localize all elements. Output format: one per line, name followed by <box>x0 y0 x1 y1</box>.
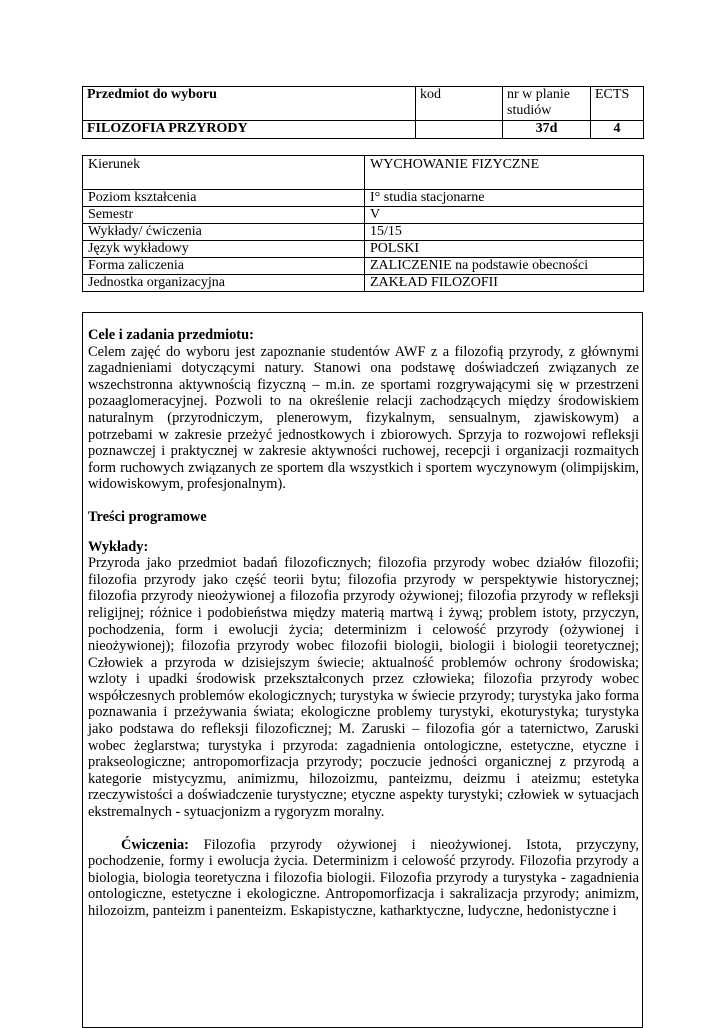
info-row-level <box>83 190 644 207</box>
lectures-heading: Wykłady: <box>88 538 149 555</box>
course-info-table <box>82 155 644 292</box>
ects-column-header: ECTS <box>591 87 644 121</box>
info-row-unit <box>83 275 644 292</box>
info-value: ZALICZENIE na podstawie obecności <box>365 258 644 275</box>
course-description-box <box>82 312 643 1028</box>
exercises-heading: Ćwiczenia: <box>121 836 189 853</box>
ects-value: 4 <box>591 121 644 139</box>
goals-text: Celem zajęć do wyboru jest zapoznanie studentów AWF z a filozofią przyrody, z głównymi zagadnieniami dotyczącymi natury. Stanowi ona podstawę doświadczeń związanych ze wszechstronna aktywnością fizyczną – m.in. ze sportami rozgrywającymi się w przestrzeni pozaaglomeracyjnej. Pozwoli to na określenie relacji zachodzących między środowiskiem naturalnym (przyrodniczym, plenerowym, fizykalnym, sensualnym, zjawiskowym) a potrzebami w zakresie przeżyć jednostkowych i zbiorowych. Sprzyja to rozwojowi refleksji poznawczej i praktycznej w zakresie aktywności ruchowej, recepcji i organizacji rozmaitych form ruchowych związanych ze sportem dla wszystkich i sportem wyczynowym (olimpijskim, widowiskowym, profesjonalnym). <box>88 343 639 493</box>
info-label: Semestr <box>83 207 365 224</box>
info-value: V <box>365 207 644 224</box>
info-label: Język wykładowy <box>83 241 365 258</box>
info-label: Kierunek <box>83 156 365 190</box>
info-value: ZAKŁAD FILOZOFII <box>365 275 644 292</box>
goals-heading: Cele i zadania przedmiotu: <box>88 327 254 343</box>
info-value: I° studia stacjonarne <box>365 190 644 207</box>
plan-number-column-header: nr w planie studiów <box>503 87 591 121</box>
info-label: Poziom kształcenia <box>83 190 365 207</box>
info-value: WYCHOWANIE FIZYCZNE <box>365 156 644 190</box>
info-row-language <box>83 241 644 258</box>
info-label: Forma zaliczenia <box>83 258 365 275</box>
info-row-field-of-study <box>83 156 644 190</box>
info-row-semester <box>83 207 644 224</box>
exercises-text: Filozofia przyrody ożywionej i nieożywionej. Istota, przyczyny, pochodzenie, formy i ewolucja życia. Determinizm i celowość przyrody. Filozofia przyrody a biologia, biologia teoretyczna i filozofia biologii. Filozofia przyrody a turystyka - zagadnienia ontologiczne, estetyczne i ekologiczne. Antropomorfizacja i sakralizacja przyrody; animizm, hilozoizm, panteizm i panenteizm. Eskapistyczne, katharktyczne, ludyczne, hedonistyczne i <box>88 836 639 919</box>
code-value <box>416 121 503 139</box>
info-row-assessment <box>83 258 644 275</box>
course-header-table <box>82 86 644 139</box>
info-value: POLSKI <box>365 241 644 258</box>
info-label: Wykłady/ ćwiczenia <box>83 224 365 241</box>
subject-column-header: Przedmiot do wyboru <box>83 87 416 121</box>
info-label: Jednostka organizacyjna <box>83 275 365 292</box>
subject-name: FILOZOFIA PRZYRODY <box>83 121 416 139</box>
plan-number-value: 37d <box>503 121 591 139</box>
program-heading: Treści programowe <box>88 508 207 525</box>
info-row-hours <box>83 224 644 241</box>
exercises-paragraph <box>88 837 639 920</box>
code-column-header: kod <box>416 87 503 121</box>
lectures-text: Przyroda jako przedmiot badań filozoficznych; filozofia przyrody wobec działów filozofii; filozofia przyrody jako część teorii bytu; filozofia przyrody w perspektywie historycznej; filozofia przyrody nieożywionej a filozofia przyrody ożywionej; filozofia przyrody w refleksji religijnej; różnice i podobieństwa między materią martwą i żywą; problem istoty, przyczyn, pochodzenia, form i ewolucji życia; determinizm i celowość przyrody (ożywionej i nieożywionej); filozofia przyrody wobec filozofii biologii, biologii i biologii teoretycznej; Człowiek a przyroda w dzisiejszym świecie; aktualność problemów ochrony środowiska; wzloty i upadki środowisk przekształconych przez człowieka; filozofia przyrody wobec współczesnych problemów ekologicznych; turystyka w świecie przyrody; turystyka jako forma poznawania i przeżywania świata; ekologiczne problemy turystyki, ekoturystyka; turystyka jako podstawa do refleksji filozoficznej; M. Zaruski – filozofia gór a taternictwo, Zaruski wobec żeglarstwa; turystyka i przyroda: zagadnienia ontologiczne, estetyczne, etyczne i prakseologiczne; antropomorfizacja przyrody; poczucie jedności organicznej z przyrodą a kategorie mistycyzmu, animizmu, hilozoizmu, panteizmu, deizmu i ateizmu; estetyka rzeczywistości a doświadczenie turystyczne; etyczne aspekty turystyki; człowiek w sytuacjach ekstremalnych - sytuacjonizm a rygoryzm moralny. <box>88 555 639 821</box>
info-value: 15/15 <box>365 224 644 241</box>
